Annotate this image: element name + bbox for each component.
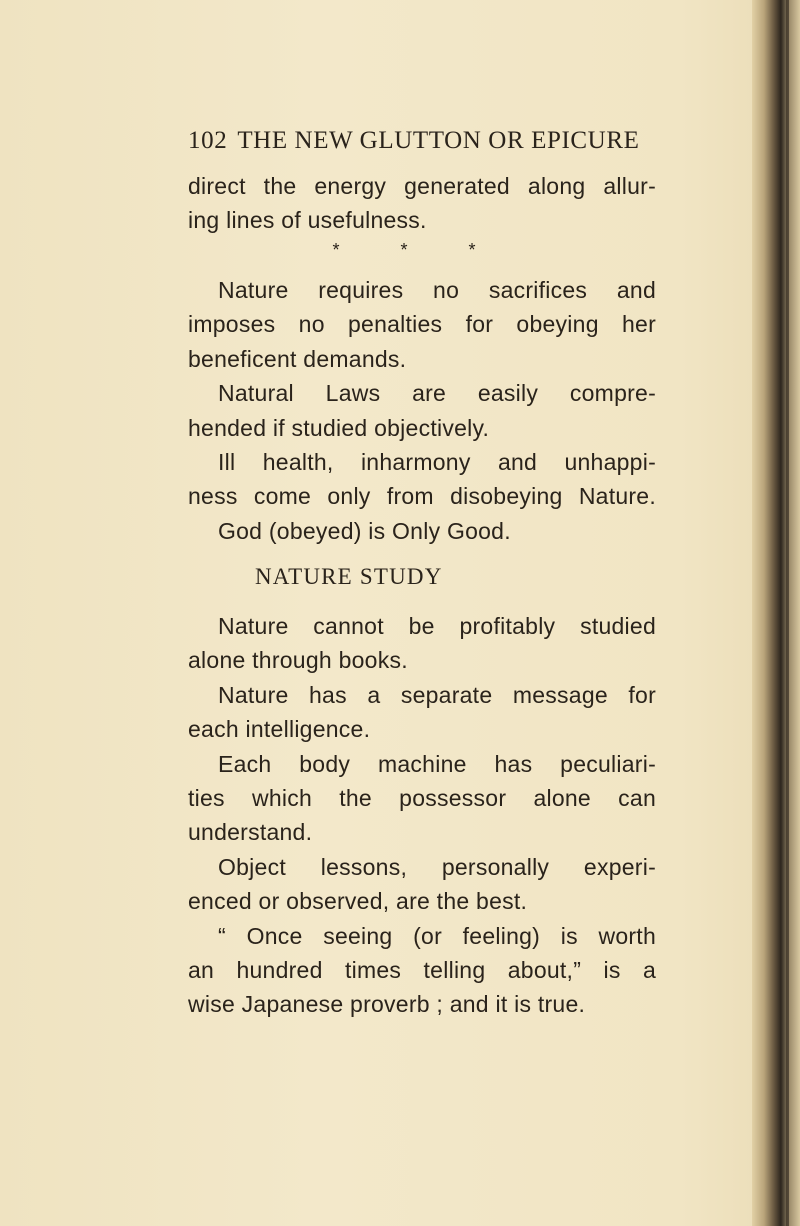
text-line: beneficent demands. [188, 345, 407, 372]
text-line: “ Once seeing (or feeling) is worth [218, 922, 656, 949]
text-line: imposes no penalties for obeying her [188, 311, 656, 338]
text-line: understand. [188, 819, 313, 846]
text-line: wise Japanese proverb ; and it is true. [188, 991, 586, 1018]
paragraph-block-2 [188, 273, 656, 548]
text-line: enced or observed, are the best. [188, 888, 528, 915]
running-head [188, 127, 658, 155]
text-line: ties which the possessor alone can [188, 784, 656, 811]
text-line: ing lines of usefulness. [188, 207, 427, 234]
page-number: 102 [188, 127, 228, 154]
paragraph-block-3 [188, 609, 656, 1022]
section-separator: * * * [332, 240, 504, 260]
text-line: Object lessons, personally experi- [218, 853, 656, 880]
section-heading: NATURE STUDY [255, 564, 443, 589]
text-line: Nature has a separate message for [218, 681, 656, 708]
text-line: Each body machine has peculiari- [218, 750, 656, 777]
page-binding-edge [752, 0, 800, 1226]
text-line: hended if studied objectively. [188, 414, 490, 441]
book-title: THE NEW GLUTTON OR EPICURE [237, 127, 640, 154]
paragraph-block-1 [188, 169, 656, 238]
page-edge-line [786, 0, 789, 1226]
text-line: God (obeyed) is Only Good. [218, 517, 511, 544]
text-line: an hundred times telling about,” is a [188, 956, 656, 983]
text-line: each intelligence. [188, 716, 371, 743]
text-line: direct the energy generated along allur- [188, 173, 656, 199]
text-line: Nature cannot be profitably studied [218, 613, 656, 639]
text-line: Ill health, inharmony and unhappi- [218, 448, 656, 475]
text-line: ness come only from disobeying Nature. [188, 483, 656, 510]
text-line: Natural Laws are easily compre- [218, 380, 656, 407]
text-line: alone through books. [188, 647, 408, 674]
text-line: Nature requires no sacrifices and [218, 277, 656, 303]
